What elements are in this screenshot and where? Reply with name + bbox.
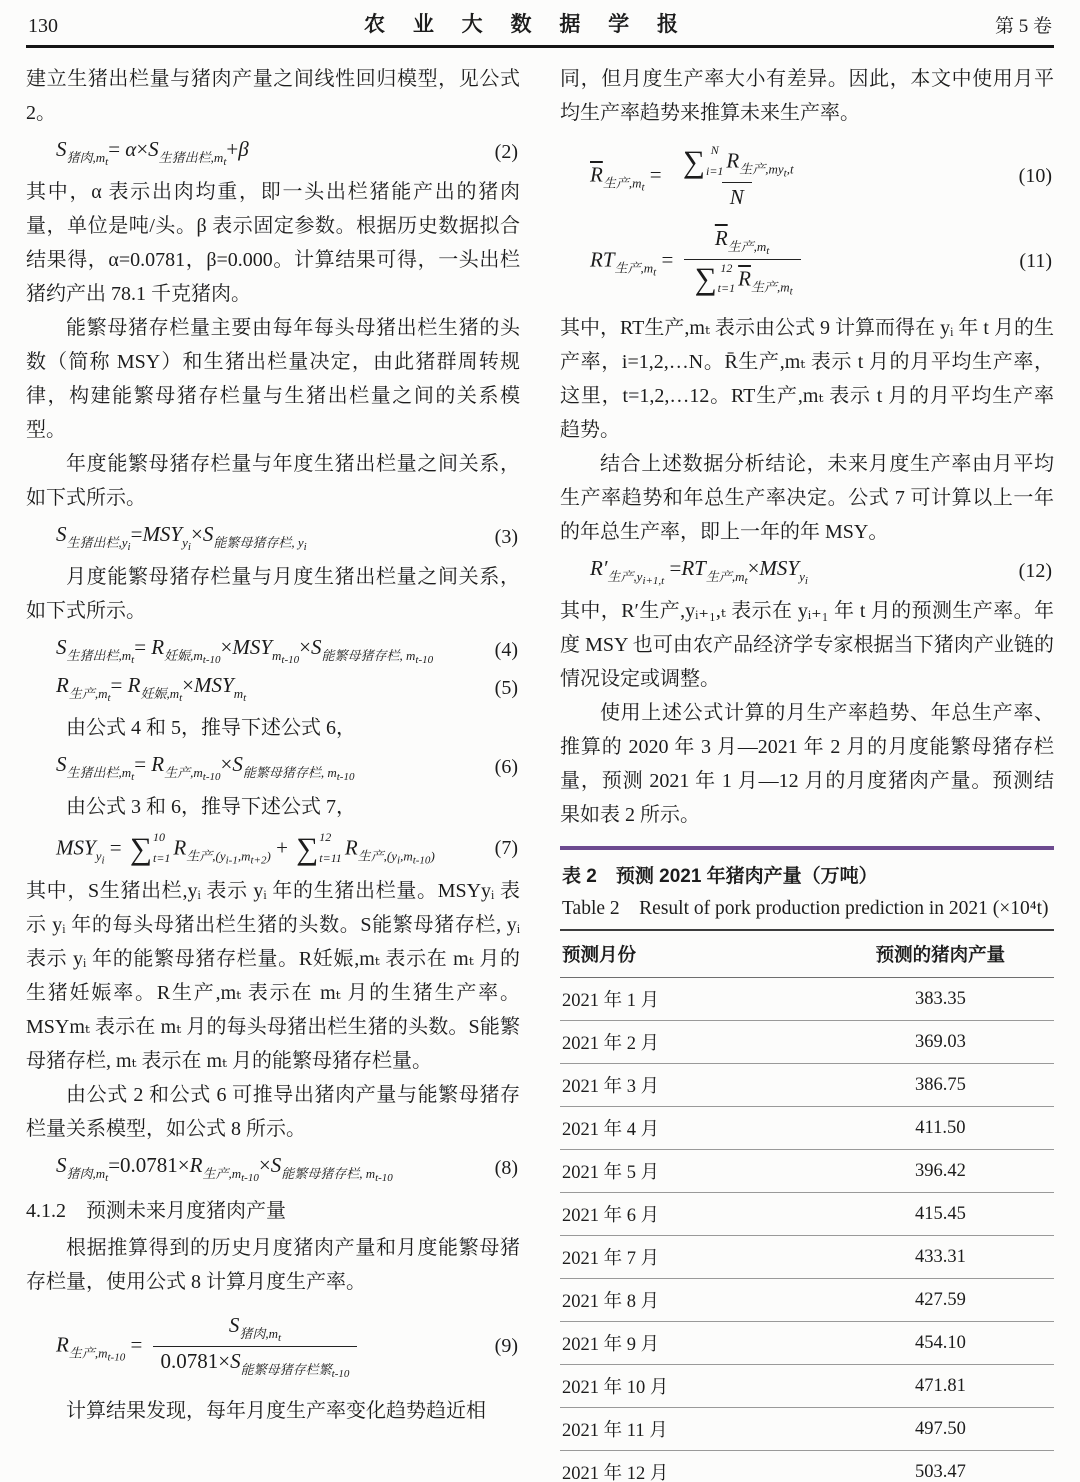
paragraph: 由公式 4 和 5，推导下述公式 6， bbox=[66, 717, 356, 739]
equation-12 bbox=[560, 556, 1054, 587]
paragraph: 其中，α 表示出肉均重，即一头出栏猪能产出的猪肉量，单位是吨/头。β 表示固定参数。根据历史数据拟合结果得，α=0.0781，β=0.000。计算结果可得，一头出栏猪约产出 78.1 千克猪肉。 bbox=[26, 181, 520, 305]
section-heading: 4.1.2 预测未来月度猪肉产量 bbox=[26, 1199, 286, 1222]
equation-2 bbox=[26, 137, 520, 168]
paragraph: 能繁母猪存栏量主要由每年每头母猪出栏生猪的头数（简称 MSY）和生猪出栏量决定，由此猪群周转规律，构建能繁母猪存栏量与生猪出栏量之间的关系模型。 bbox=[26, 317, 520, 441]
value-cell: 454.10 bbox=[827, 1322, 1054, 1365]
table-row bbox=[560, 1451, 1054, 1482]
month-cell: 2021 年 7 月 bbox=[560, 1236, 827, 1279]
table-row bbox=[560, 978, 1054, 1021]
paragraph: 建立生猪出栏量与猪肉产量之间线性回归模型，见公式 2。 bbox=[26, 68, 520, 124]
equation-3 bbox=[26, 522, 520, 553]
paragraph: 由公式 3 和 6，推导下述公式 7， bbox=[66, 796, 356, 818]
equation-6 bbox=[26, 752, 520, 783]
month-cell: 2021 年 1 月 bbox=[560, 978, 827, 1021]
table-header-row bbox=[560, 930, 1054, 978]
right-column bbox=[560, 62, 1054, 1482]
equation-number: (6) bbox=[494, 756, 518, 778]
value-cell: 471.81 bbox=[827, 1365, 1054, 1408]
equation-4 bbox=[26, 635, 520, 666]
formula-10: $\overline{R}_{生产,mt}$ = ∑ N i=1 $R_{生产,myt,t}$ N bbox=[560, 142, 1019, 212]
equation-number: (4) bbox=[494, 639, 518, 661]
month-cell: 2021 年 8 月 bbox=[560, 1279, 827, 1322]
equation-number: (12) bbox=[1018, 560, 1052, 582]
table-title-en: Table 2 Result of pork production prediction in 2021 (×10⁴t) bbox=[562, 898, 1049, 919]
paragraph: 同，但月度生产率大小有差异。因此，本文中使用月平均生产率趋势来推算未来生产率。 bbox=[560, 68, 1054, 124]
value-cell: 386.75 bbox=[827, 1064, 1054, 1107]
paragraph: 其中，R′生产,yᵢ₊₁,ₜ 表示在 yᵢ₊₁ 年 t 月的预测生产率。年度 MSY 也可由农产品经济学专家根据当下猪肉产业链的情况设定或调整。 bbox=[560, 600, 1054, 690]
formula-4: $S_{生猪出栏,mt}= R_{妊娠,mt-10}\times MSY_{mt-10}\times S_{能繁母猪存栏, mt-10}$ bbox=[56, 635, 434, 666]
formula-6: $S_{生猪出栏,mt}= R_{生产,mt-10}\times S_{能繁母猪存栏, mt-10}$ bbox=[56, 752, 355, 783]
paragraph: 其中，S生猪出栏,yᵢ 表示 yᵢ 年的生猪出栏量。MSYyᵢ 表示 yᵢ 年的每头母猪出栏生猪的头数。S能繁母猪存栏, yᵢ 表示 yᵢ 年的能繁母猪存栏量。R妊娠,mₜ 表示在 mₜ 月的生猪妊娠率。R生产,mₜ 表示在 mₜ 月的生猪生产率。MSYmₜ 表示在 mₜ 月的每头母猪出栏生猪的头数。S能繁母猪存栏, mₜ 表示在 mₜ 月的能繁母猪存栏量。 bbox=[26, 879, 520, 1072]
table-row bbox=[560, 1236, 1054, 1279]
col-header-month: 预测月份 bbox=[562, 944, 637, 965]
equation-number: (7) bbox=[494, 837, 518, 860]
equation-11 bbox=[560, 224, 1054, 300]
equation-10 bbox=[560, 142, 1054, 212]
month-cell: 2021 年 9 月 bbox=[560, 1322, 827, 1365]
formula-8: $S_{猪肉,mt}=0.0781\times R_{生产,mt-10}\times S_{能繁母猪存栏, mt-10}$ bbox=[56, 1152, 393, 1184]
value-cell: 497.50 bbox=[827, 1408, 1054, 1451]
value-cell: 383.35 bbox=[827, 978, 1054, 1021]
journal-title: 农 业 大 数 据 学 报 bbox=[363, 13, 689, 36]
paragraph: 结合上述数据分析结论，未来月度生产率由月平均生产率趋势和年总生产率决定。公式 7 可计算以上一年的年总生产率，即上一年的年 MSY。 bbox=[560, 453, 1054, 543]
value-cell: 433.31 bbox=[827, 1236, 1054, 1279]
equation-number: (3) bbox=[494, 526, 518, 548]
paragraph: 由公式 2 和公式 6 可推导出猪肉产量与能繁母猪存栏量关系模型，如公式 8 所示。 bbox=[26, 1083, 520, 1140]
equation-number: (10) bbox=[1018, 165, 1052, 188]
paragraph: 年度能繁母猪存栏量与年度生猪出栏量之间关系，如下式所示。 bbox=[26, 453, 520, 509]
equation-number: (5) bbox=[494, 677, 518, 699]
month-cell: 2021 年 11 月 bbox=[560, 1408, 827, 1451]
equation-number: (8) bbox=[494, 1156, 518, 1179]
paragraph: 月度能繁母猪存栏量与月度生猪出栏量之间关系，如下式所示。 bbox=[26, 566, 520, 622]
col-header-value: 预测的猪肉产量 bbox=[875, 944, 1006, 965]
paragraph: 其中，RT生产,mₜ 表示由公式 9 计算而得在 yᵢ 年 t 月的生产率，i=1,2,…N。R̄生产,mₜ 表示 t 月的月平均生产率，这里，t=1,2,…12。RT生产,mₜ 表示 t 月的月平均生产率趋势。 bbox=[560, 317, 1054, 441]
value-cell: 411.50 bbox=[827, 1107, 1054, 1150]
table-row bbox=[560, 1064, 1054, 1107]
table-row bbox=[560, 1193, 1054, 1236]
equation-7 bbox=[26, 831, 520, 867]
formula-3: $S_{生猪出栏,yi}=MSY_{yi}\times S_{能繁母猪存栏, yi}$ bbox=[56, 522, 307, 553]
table-title-zh: 表 2 预测 2021 年猪肉产量（万吨） bbox=[562, 866, 878, 887]
value-cell: 415.45 bbox=[827, 1193, 1054, 1236]
value-cell: 503.47 bbox=[914, 1461, 966, 1482]
equation-5 bbox=[26, 673, 520, 704]
table-row bbox=[560, 1150, 1054, 1193]
formula-12: $R'_{生产,yi+1,t} =RT_{生产,mt}\times MSY_{yi}$ bbox=[590, 556, 808, 587]
formula-7: $MSY_{yi}$ = ∑ 10 t=1 $R_{生产,(yi-1,mt+2)}$ + ∑ 12 t=11 $R_{生产,(yi,mt-10)}$ bbox=[56, 830, 435, 867]
formula-11: $RT_{生产,mt}$ = $\overline{R}_{生产,mt}$ ∑ 12 t=1 $\overline{R}_{生产,mt}$ bbox=[560, 224, 1019, 300]
formula-2: $S_{猪肉,mt}= \alpha\times S_{生猪出栏,mt}+\beta$ bbox=[56, 137, 249, 168]
equation-number: (9) bbox=[494, 1334, 518, 1357]
month-cell: 2021 年 10 月 bbox=[560, 1365, 827, 1408]
equation-8 bbox=[26, 1153, 520, 1184]
value-cell: 396.42 bbox=[827, 1150, 1054, 1193]
month-cell: 2021 年 12 月 bbox=[562, 1464, 669, 1482]
table-row bbox=[560, 1408, 1054, 1451]
table-row bbox=[560, 1021, 1054, 1064]
month-cell: 2021 年 3 月 bbox=[560, 1064, 827, 1107]
value-cell: 369.03 bbox=[827, 1021, 1054, 1064]
paragraph: 使用上述公式计算的月生产率趋势、年总生产率、推算的 2020 年 3 月—2021 年 2 月的月度能繁母猪存栏量，预测 2021 年 1 月—12 月的月度猪肉产量。预测结果如表 2 所示。 bbox=[560, 702, 1054, 826]
formula-5: $R_{生产,mt}= R_{妊娠,mt}\times MSY_{mt}$ bbox=[56, 673, 247, 704]
left-column bbox=[26, 62, 520, 1482]
paragraph: 计算结果发现，每年月度生产率变化趋势趋近相 bbox=[66, 1399, 486, 1422]
equation-number: (2) bbox=[494, 141, 518, 163]
table-2-block bbox=[560, 846, 1054, 1482]
volume-label: 第 5 卷 bbox=[994, 16, 1052, 37]
table-row bbox=[560, 1322, 1054, 1365]
table-row bbox=[560, 1107, 1054, 1150]
month-cell: 2021 年 5 月 bbox=[560, 1150, 827, 1193]
month-cell: 2021 年 6 月 bbox=[560, 1193, 827, 1236]
month-cell: 2021 年 2 月 bbox=[560, 1021, 827, 1064]
month-cell: 2021 年 4 月 bbox=[560, 1107, 827, 1150]
paragraph: 根据推算得到的历史月度猪肉产量和月度能繁母猪存栏量，使用公式 8 计算月度生产率。 bbox=[26, 1236, 520, 1293]
formula-9: $R_{生产,mt-10}$ = $\frac{S_{猪肉,mt}}{0.0781\times S_{能繁母猪存栏繁t-10}}$ bbox=[26, 1311, 495, 1382]
value-cell: 427.59 bbox=[827, 1279, 1054, 1322]
table-row bbox=[560, 1279, 1054, 1322]
page-number: 130 bbox=[28, 15, 58, 37]
table-top-border bbox=[560, 846, 1054, 850]
running-head bbox=[26, 8, 1054, 48]
prediction-table bbox=[560, 929, 1054, 1482]
table-row bbox=[560, 1365, 1054, 1408]
two-column-body bbox=[26, 62, 1054, 1482]
equation-number: (11) bbox=[1019, 249, 1052, 272]
equation-9 bbox=[26, 1311, 520, 1382]
